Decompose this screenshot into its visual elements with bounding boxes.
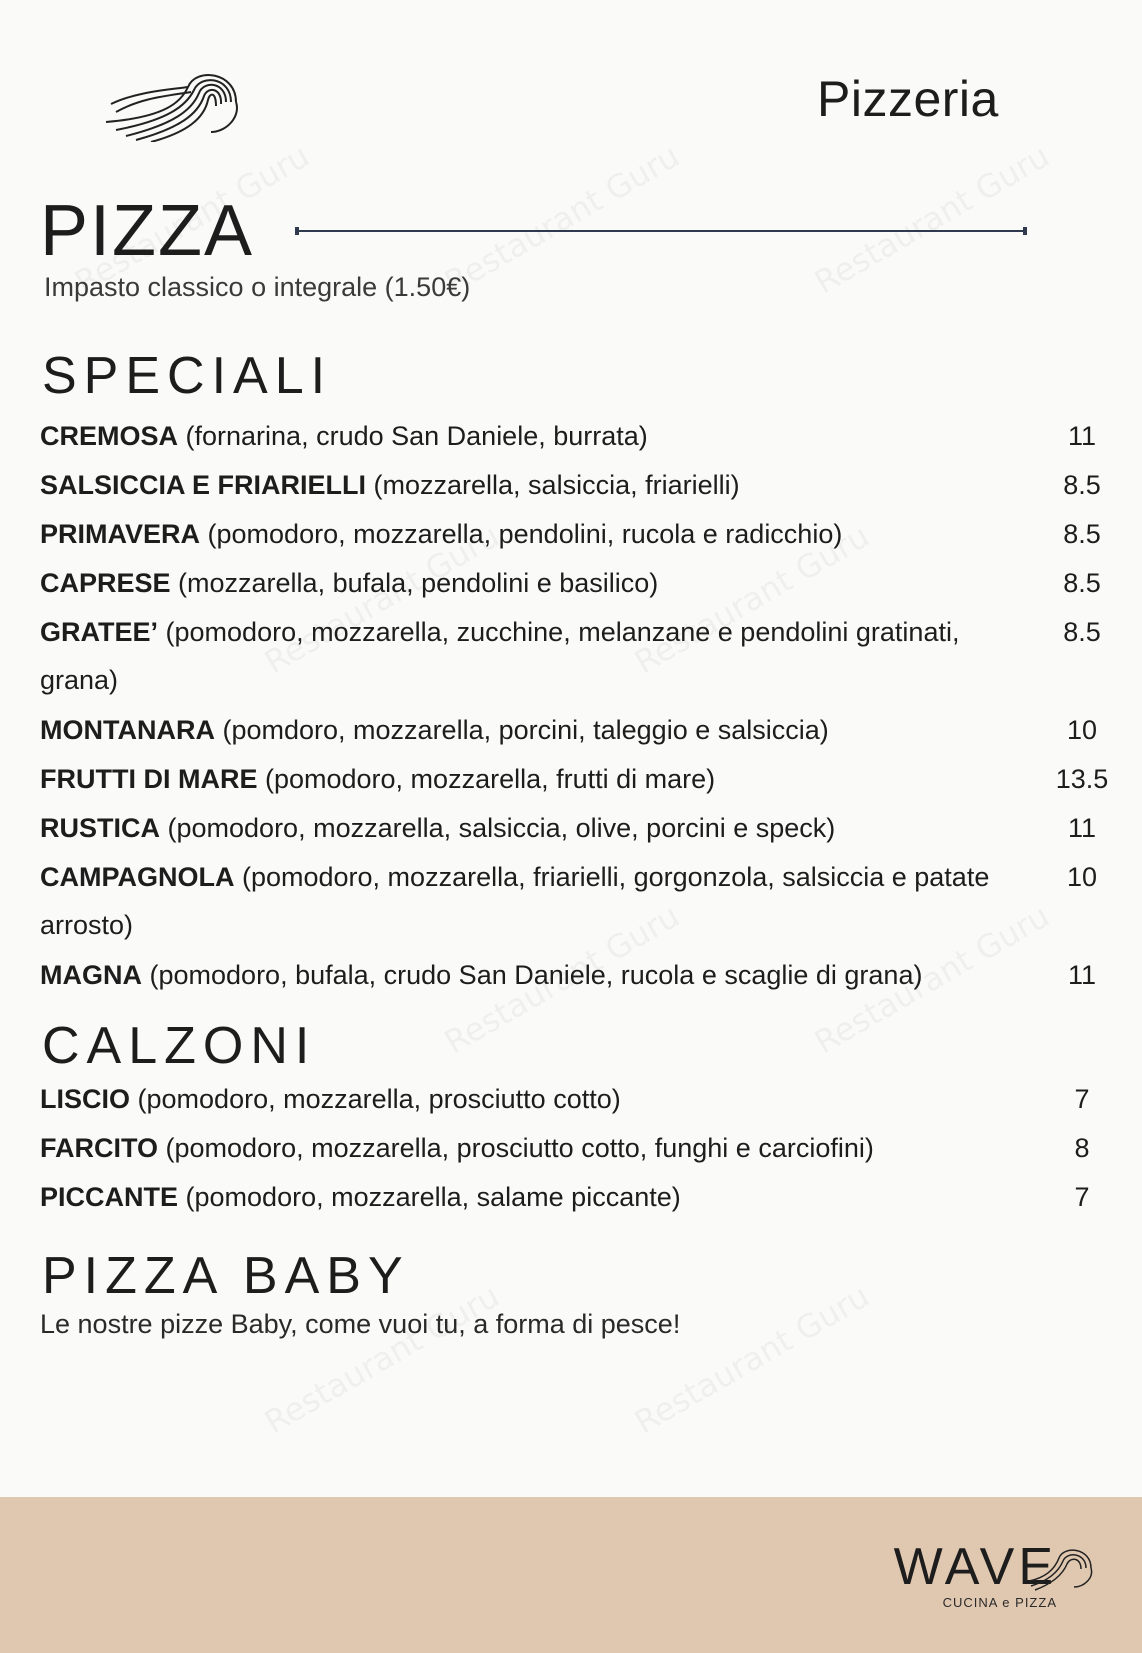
menu-item-name: MONTANARA — [40, 715, 215, 745]
menu-item-name: PRIMAVERA — [40, 519, 201, 549]
menu-item — [40, 559, 1122, 607]
menu-item-desc: (pomodoro, mozzarella, prosciutto cotto) — [130, 1084, 621, 1114]
menu-item — [40, 510, 1122, 558]
menu-item-price: 11 — [1067, 960, 1097, 990]
menu-item-name: CAMPAGNOLA — [40, 862, 235, 892]
menu-item-name: RUSTICA — [40, 813, 160, 843]
menu-item-name: FARCITO — [40, 1133, 159, 1163]
menu-item-desc: (pomodoro, bufala, crudo San Daniele, rucola e scaglie di grana) — [142, 960, 923, 990]
wave-icon — [1029, 1543, 1099, 1593]
footer — [0, 1497, 1142, 1653]
menu-item-desc: (mozzarella, bufala, pendolini e basilico) — [170, 568, 659, 598]
menu-item-price: 7 — [1074, 1182, 1090, 1212]
menu-item — [40, 608, 1122, 704]
section-title-pizza-baby: PIZZA BABY — [42, 1247, 410, 1305]
menu-item-name: GRATEE’ — [40, 617, 159, 647]
section-title-calzoni: CALZONI — [42, 1017, 317, 1075]
menu-item — [40, 1124, 1122, 1172]
header-label: Pizzeria — [817, 71, 999, 127]
menu-item — [40, 1173, 1122, 1221]
brand-logo — [893, 1538, 1057, 1610]
section-title-speciali: SPECIALI — [42, 347, 333, 405]
menu-item — [40, 804, 1122, 852]
menu-item-price: 10 — [1066, 862, 1098, 892]
menu-item-desc: (pomodoro, mozzarella, prosciutto cotto, funghi e carciofini) — [158, 1133, 874, 1163]
menu-item-price: 10 — [1066, 715, 1098, 745]
brand-tagline: CUCINA e PIZZA — [942, 1595, 1057, 1610]
title-divider — [297, 230, 1025, 232]
page-subtitle: Impasto classico o integrale (1.50€) — [44, 272, 471, 302]
brand-name: WAVE — [893, 1538, 1057, 1596]
menu-item — [40, 755, 1122, 803]
wave-logo-icon — [96, 62, 246, 147]
menu-item-desc: (mozzarella, salsiccia, friarielli) — [366, 470, 740, 500]
menu-item-name: CREMOSA — [40, 421, 179, 451]
menu-item-price: 11 — [1067, 421, 1097, 451]
menu-item — [40, 461, 1122, 509]
menu-item-name: MAGNA — [40, 960, 142, 990]
menu-item — [40, 1075, 1122, 1123]
watermark — [438, 137, 686, 302]
menu-item — [40, 706, 1122, 754]
menu-item-desc: (pomodoro, mozzarella, zucchine, melanzane e pendolini gratinati, grana) — [40, 617, 960, 695]
menu-item-price: 8.5 — [1063, 519, 1101, 549]
menu-item-price: 11 — [1067, 813, 1097, 843]
page-title: PIZZA — [40, 191, 255, 271]
menu-item-price: 8.5 — [1063, 568, 1101, 598]
menu-item-price: 13.5 — [1055, 764, 1109, 794]
menu-item-desc: (pomodoro, mozzarella, salame piccante) — [178, 1182, 681, 1212]
menu-item-name: SALSICCIA E FRIARIELLI — [40, 470, 367, 500]
menu-item — [40, 412, 1122, 460]
menu-item-price: 7 — [1074, 1084, 1090, 1114]
menu-item — [40, 853, 1122, 949]
menu-item-name: PICCANTE — [40, 1182, 179, 1212]
pizza-baby-text: Le nostre pizze Baby, come vuoi tu, a forma di pesce! — [40, 1309, 681, 1339]
menu-item-name: LISCIO — [40, 1084, 131, 1114]
menu-item-desc: (pomdoro, mozzarella, porcini, taleggio e salsiccia) — [214, 715, 829, 745]
menu-item-name: CAPRESE — [40, 568, 171, 598]
menu-item-price: 8.5 — [1063, 470, 1101, 500]
menu-item-name: FRUTTI DI MARE — [40, 764, 258, 794]
menu-item-desc: (pomodoro, mozzarella, salsiccia, olive, porcini e speck) — [160, 813, 836, 843]
watermark — [808, 137, 1056, 302]
menu-item-price: 8.5 — [1063, 617, 1101, 647]
menu-item-desc: (pomodoro, mozzarella, pendolini, rucola e radicchio) — [200, 519, 843, 549]
menu-item-desc: (fornarina, crudo San Daniele, burrata) — [178, 421, 648, 451]
menu-item-desc: (pomodoro, mozzarella, frutti di mare) — [257, 764, 716, 794]
watermark — [628, 1277, 876, 1442]
menu-item-desc: (pomodoro, mozzarella, friarielli, gorgonzola, salsiccia e patate arrosto) — [40, 862, 990, 940]
menu-item — [40, 951, 1122, 999]
menu-item-price: 8 — [1074, 1133, 1090, 1163]
